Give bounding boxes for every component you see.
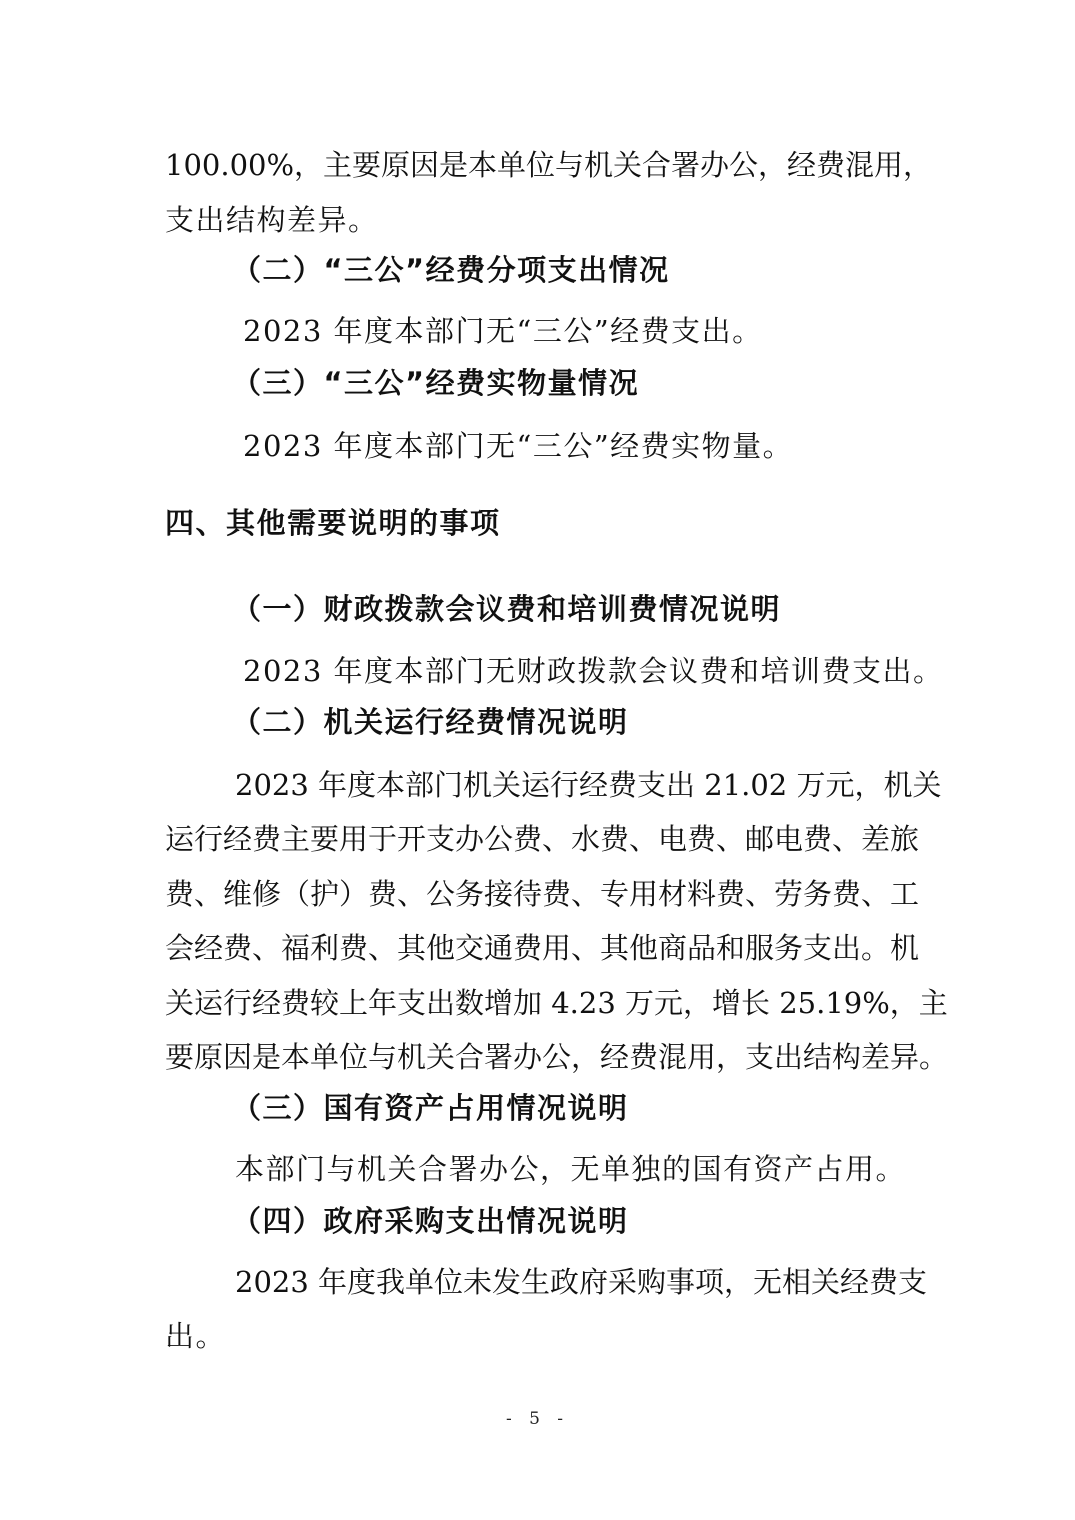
paragraph-line: 2023 年度本部门机关运行经费支出 21.02 万元，机关 [235,768,942,802]
chapter-heading: 四、其他需要说明的事项 [165,506,501,540]
paragraph-line: 2023 年度本部门无“三公”经费支出。 [243,314,763,348]
section-heading: （二）机关运行经费情况说明 [232,705,629,739]
section-heading: （二）“三公”经费分项支出情况 [232,253,670,287]
paragraph-line: 关运行经费较上年支出数增加 4.23 万元，增长 25.19%，主 [165,986,948,1020]
paragraph-line: 2023 年度本部门无财政拨款会议费和培训费支出。 [243,654,944,688]
paragraph-line: 会经费、福利费、其他交通费用、其他商品和服务支出。机 [165,931,920,965]
paragraph-line: 出。 [165,1319,227,1353]
paragraph-line: 支出结构差异。 [165,203,379,237]
paragraph-line: 2023 年度我单位未发生政府采购事项，无相关经费支 [235,1265,928,1299]
page-number: - 5 - [505,1409,570,1429]
section-heading: （四）政府采购支出情况说明 [232,1204,629,1238]
paragraph-line: 本部门与机关合署办公，无单独的国有资产占用。 [235,1152,907,1186]
paragraph-line: 2023 年度本部门无“三公”经费实物量。 [243,429,794,463]
section-heading: （一）财政拨款会议费和培训费情况说明 [232,592,782,626]
section-heading: （三）国有资产占用情况说明 [232,1091,629,1125]
paragraph-line: 要原因是本单位与机关合署办公，经费混用，支出结构差异。 [165,1040,949,1074]
section-heading: （三）“三公”经费实物量情况 [232,366,640,400]
paragraph-line: 100.00%，主要原因是本单位与机关合署办公，经费混用， [165,148,933,182]
paragraph-line: 运行经费主要用于开支办公费、水费、电费、邮电费、差旅 [165,822,920,856]
paragraph-line: 费、维修（护）费、公务接待费、专用材料费、劳务费、工 [165,877,920,911]
